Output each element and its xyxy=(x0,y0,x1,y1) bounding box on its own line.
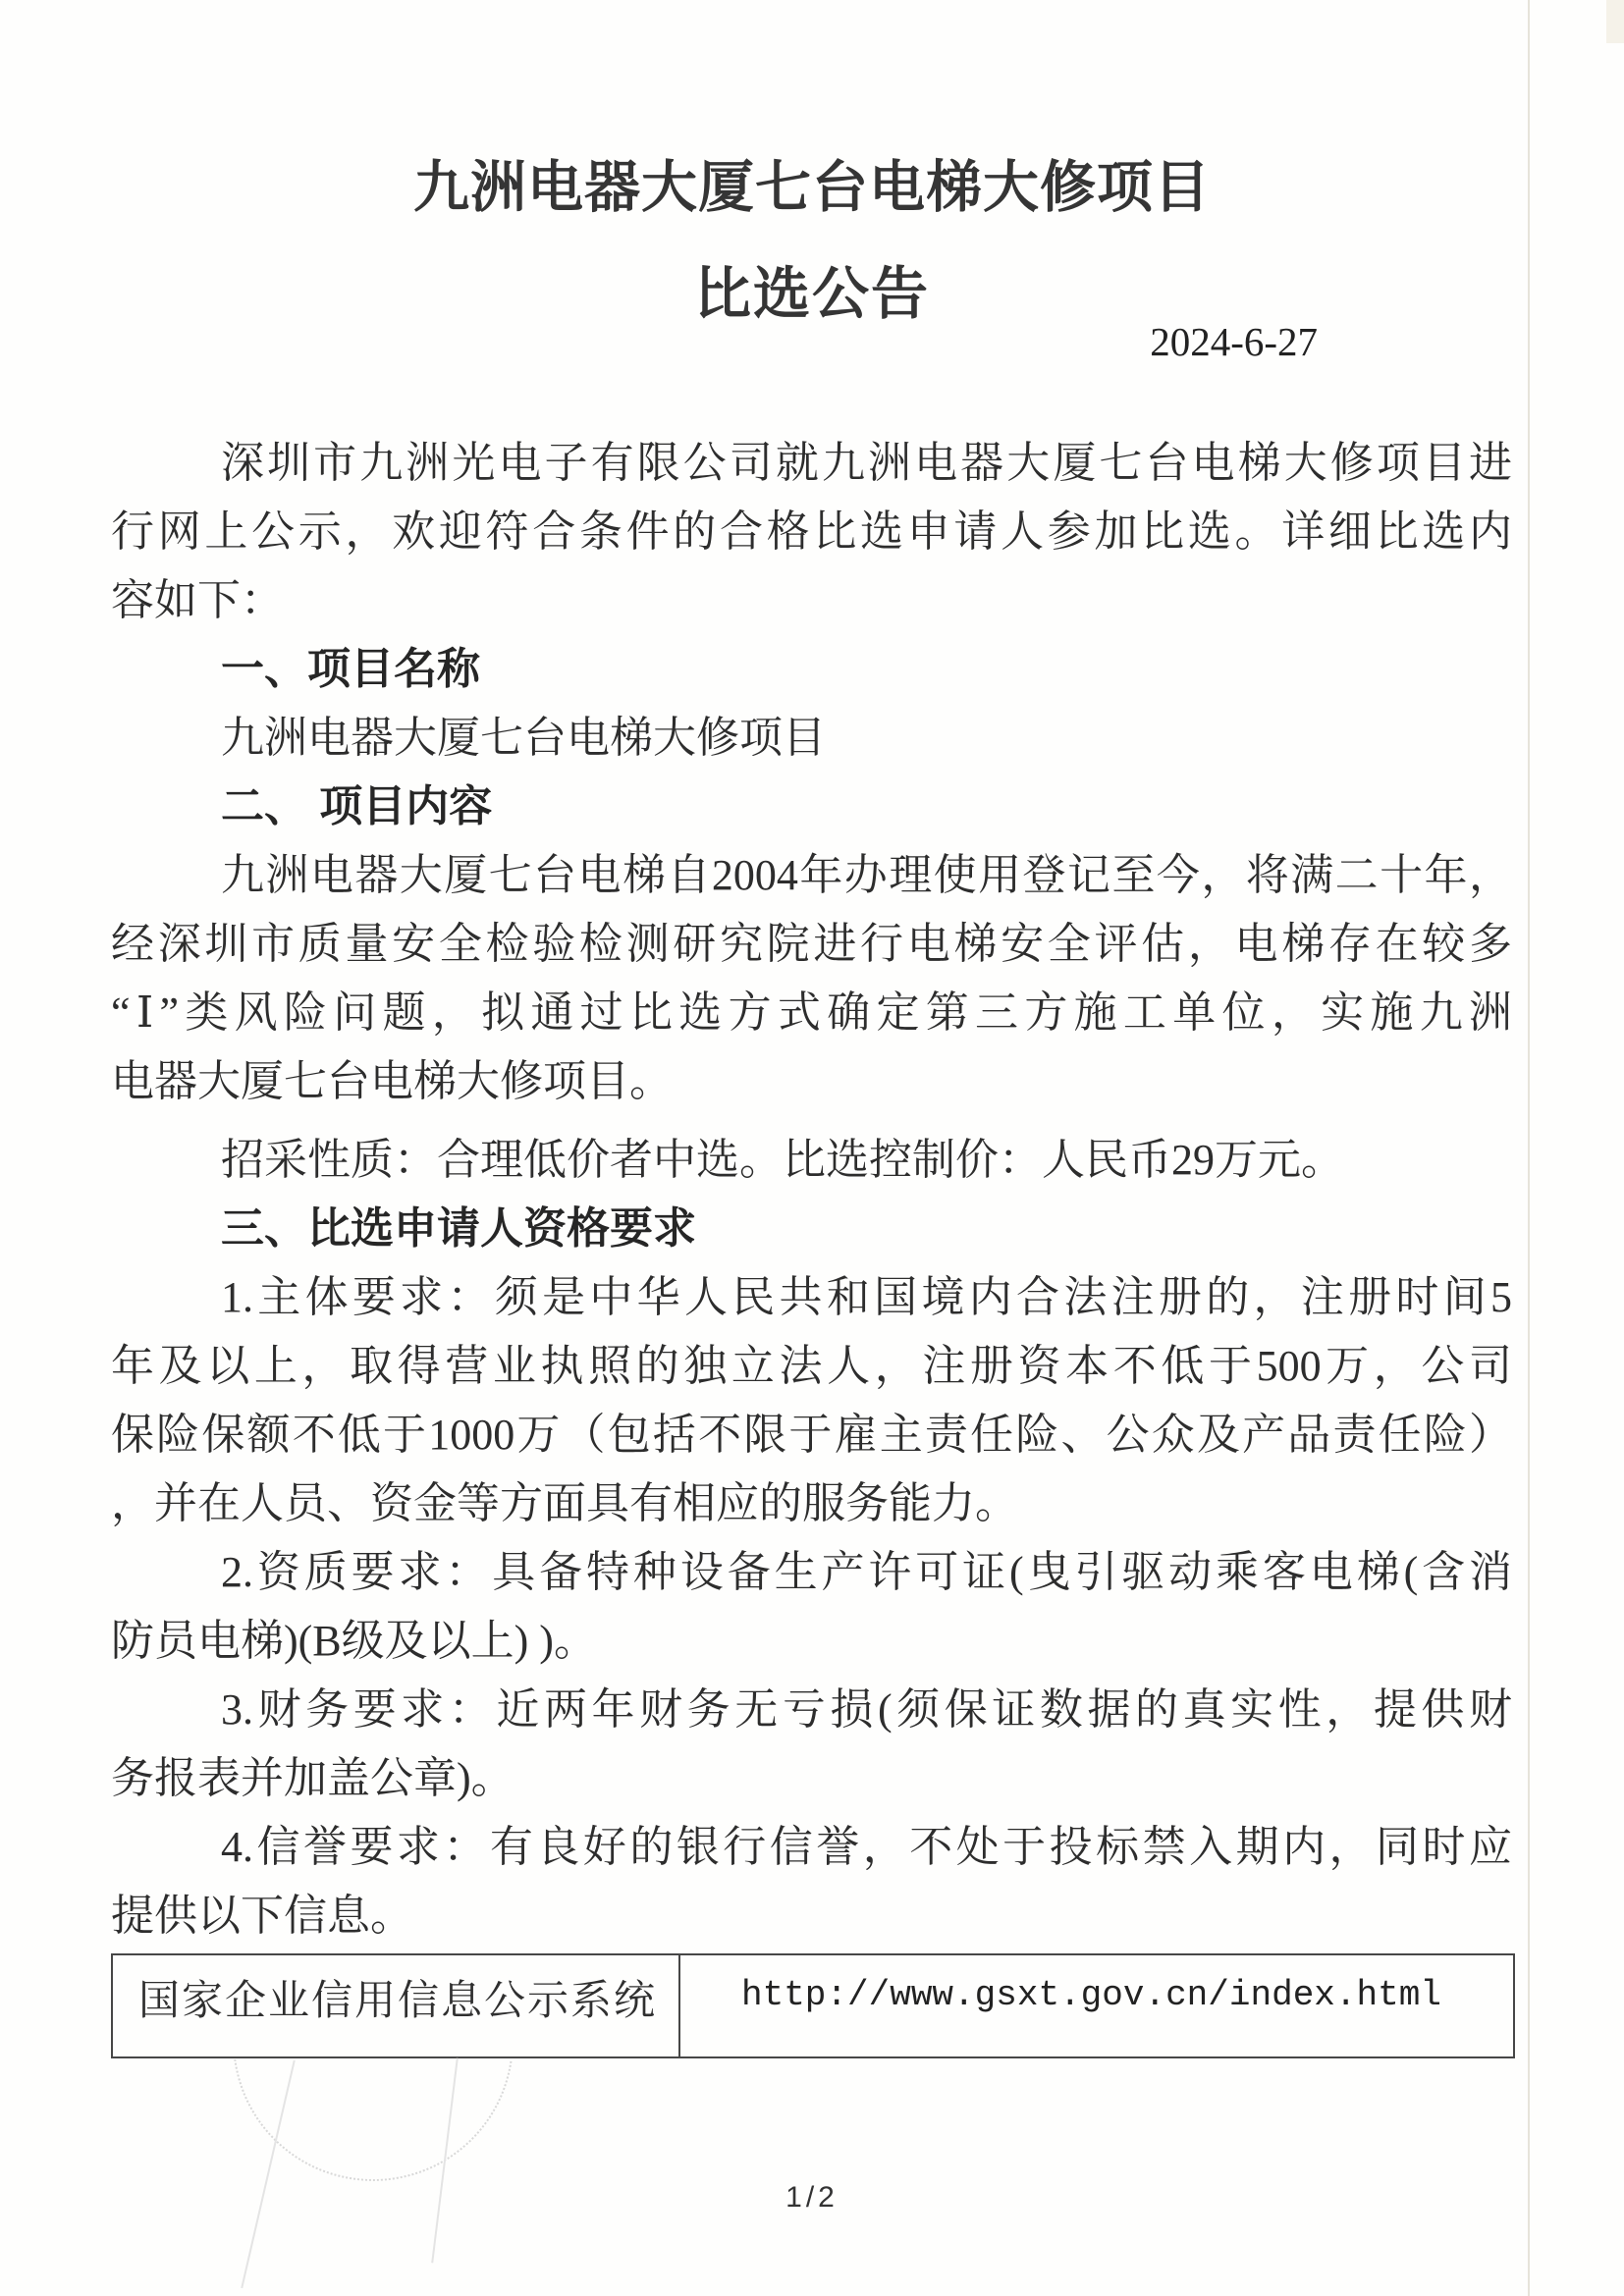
text-line: 电器大厦七台电梯大修项目。 xyxy=(111,1057,673,1105)
text-line: 深圳市九洲光电子有限公司就九洲电器大厦七台电梯大修项目进 xyxy=(221,439,1512,487)
scan-corner-artifact xyxy=(1606,0,1624,43)
text-line: 九洲电器大厦七台电梯大修项目 xyxy=(221,714,826,762)
document-body xyxy=(111,429,1512,1950)
text-line: 行网上公示，欢迎符合条件的合格比选申请人参加比选。详细比选内 xyxy=(111,507,1512,556)
stamp-circle-outline xyxy=(233,2059,514,2181)
document-title-line2: 比选公告 xyxy=(693,262,930,326)
text-line: 容如下： xyxy=(111,576,284,624)
document-title-line1: 九洲电器大厦七台电梯大修项目 xyxy=(413,157,1211,219)
text-line: 九洲电器大厦七台电梯自2004年办理使用登记至今，将满二十年， xyxy=(221,851,1512,899)
section-heading-project-name: 一、项目名称 xyxy=(221,645,480,693)
text-line: ，并在人员、资金等方面具有相应的服务能力。 xyxy=(111,1479,1018,1527)
text-line: “Ⅰ”类风险问题，拟通过比选方式确定第三方施工单位，实施九洲 xyxy=(111,988,1512,1037)
page-number: 1/2 xyxy=(785,2181,839,2214)
section-heading-qualification: 三、比选申请人资格要求 xyxy=(221,1204,696,1253)
text-line: 经深圳市质量安全检验检测研究院进行电梯安全评估，电梯存在较多 xyxy=(111,920,1512,968)
faint-stamp-watermark xyxy=(221,2059,525,2185)
scan-crease-line xyxy=(431,2058,459,2264)
table-cell-system-url: http://www.gsxt.gov.cn/index.html xyxy=(741,1975,1441,2015)
text-line: 保险保额不低于1000万（包括不限于雇主责任险、公众及产品责任险） xyxy=(111,1411,1512,1459)
text-line: 2.资质要求：具备特种设备生产许可证(曳引驱动乘客电梯(含消 xyxy=(221,1548,1512,1596)
table-cell-system-name: 国家企业信用信息公示系统 xyxy=(113,1955,680,2056)
procurement-nature-line: 招采性质：合理低价者中选。比选控制价：人民币29万元。 xyxy=(221,1136,1344,1184)
credit-info-table xyxy=(111,1953,1515,2058)
text-line: 提供以下信息。 xyxy=(111,1892,413,1940)
text-line: 3.财务要求：近两年财务无亏损(须保证数据的真实性，提供财 xyxy=(221,1685,1512,1734)
text-line: 4.信誉要求：有良好的银行信誉，不处于投标禁入期内，同时应 xyxy=(221,1823,1512,1871)
section-heading-project-content: 二、 项目内容 xyxy=(221,782,493,830)
text-line: 防员电梯)(B级及以上) )。 xyxy=(111,1617,597,1665)
scan-crease-line xyxy=(241,2060,295,2288)
text-line: 务报表并加盖公章)。 xyxy=(111,1754,514,1802)
text-line: 1.主体要求：须是中华人民共和国境内合法注册的，注册时间5 xyxy=(221,1273,1512,1321)
text-line: 年及以上，取得营业执照的独立法人，注册资本不低于500万，公司 xyxy=(111,1342,1512,1390)
document-date: 2024-6-27 xyxy=(1150,319,1318,364)
